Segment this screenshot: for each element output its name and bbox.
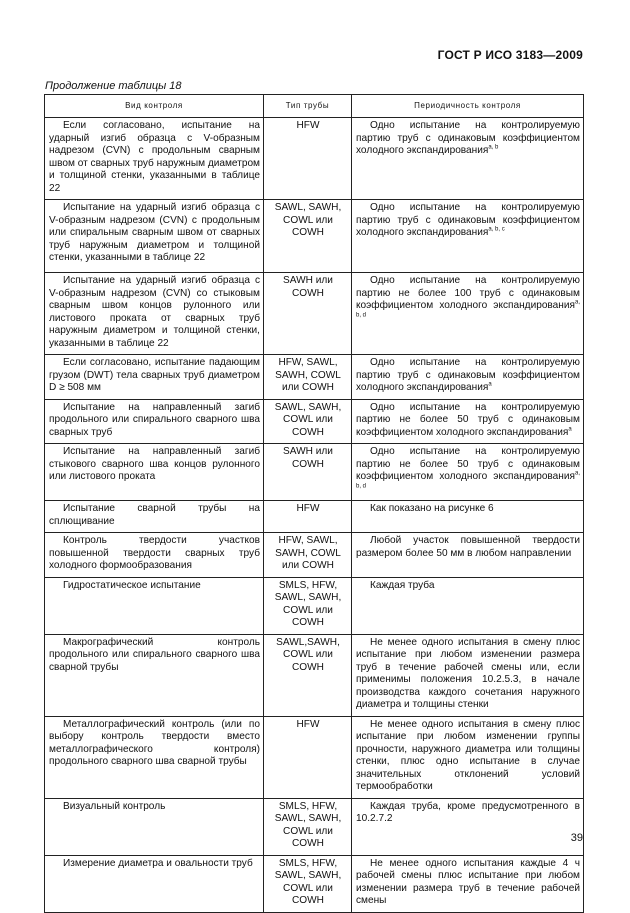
table-header-row xyxy=(45,95,584,118)
table-row xyxy=(45,118,584,200)
footnote-ref: a xyxy=(488,381,492,388)
footnote-ref: a xyxy=(568,426,572,433)
frequency-cell: Каждая труба, кроме предусмотренного в 10.2.7.2 xyxy=(352,798,584,855)
inspection-table xyxy=(44,94,584,913)
test-cell: Если согласовано, испытание падающим грузом (DWT) тела сварных труб диаметром D ≥ 508 мм xyxy=(45,355,264,400)
table-row xyxy=(45,200,584,273)
pipe-type-cell: HFW, SAWL, SAWH, COWL или COWH xyxy=(264,533,352,578)
test-cell: Испытание на ударный изгиб образца с V-образным надрезом (CVN) с продольным или спиральным сварным швом от сварных труб наружным диаметром и толщиной стенки, указанными в таблице 22 xyxy=(45,200,264,273)
pipe-type-cell: HFW xyxy=(264,716,352,798)
frequency-cell: Одно испытание на контролируемую партию не более 50 труб с одинаковым коэффициентом холодного экспандирования$^{a, b, d}$ xyxy=(352,444,584,501)
column-header-frequency: Периодичность контроля xyxy=(352,95,584,118)
table-row xyxy=(45,399,584,444)
document-header: ГОСТ Р ИСО 3183—2009 xyxy=(437,48,583,62)
frequency-cell: Не менее одного испытания каждые 4 ч рабочей смены плюс испытание при любом изменении размера труб в течение рабочей смены xyxy=(352,855,584,912)
frequency-cell: Одно испытание на контролируемую партию не более 50 труб с одинаковым коэффициентом холодного экспандирования$^a$ xyxy=(352,399,584,444)
table-row xyxy=(45,577,584,634)
page-number: 39 xyxy=(570,832,583,844)
pipe-type-cell: SAWL,SAWH, COWL или COWH xyxy=(264,634,352,716)
table-row xyxy=(45,355,584,400)
pipe-type-cell: SAWH или COWH xyxy=(264,444,352,501)
pipe-type-cell: SMLS, HFW, SAWL, SAWH, COWL или COWH xyxy=(264,855,352,912)
table-row xyxy=(45,273,584,355)
test-cell: Испытание на ударный изгиб образца с V-образным надрезом (CVN) со стыковым сварным швом концов рулонного или листового проката от сварных труб наружным диаметром и толщиной стенки, указанными в таблице 22 xyxy=(45,273,264,355)
pipe-type-cell: SAWL, SAWH, COWL или COWH xyxy=(264,200,352,273)
column-header-pipe-type: Тип трубы xyxy=(264,95,352,118)
test-cell: Испытание сварной трубы на сплющивание xyxy=(45,501,264,533)
footnote-ref: a, b, d xyxy=(356,470,580,490)
table-row xyxy=(45,501,584,533)
pipe-type-cell: HFW, SAWL, SAWH, COWL или COWH xyxy=(264,355,352,400)
frequency-cell: Как показано на рисунке 6 xyxy=(352,501,584,533)
test-cell: Измерение диаметра и овальности труб xyxy=(45,855,264,912)
test-cell: Контроль твердости участков повышенной твердости сварных труб холодного формообразования xyxy=(45,533,264,578)
pipe-type-cell: HFW xyxy=(264,118,352,200)
frequency-cell: Одно испытание на контролируемую партию труб с одинаковым коэффициентом холодного экспандирования$^a$ xyxy=(352,355,584,400)
frequency-cell: Не менее одного испытания в смену плюс испытание при любом изменении группы прочности, наружного диаметра или толщины стенки, плюс одно испытание в случае значительных отклонений условий термообработки xyxy=(352,716,584,798)
pipe-type-cell: SMLS, HFW, SAWL, SAWH, COWL или COWH xyxy=(264,577,352,634)
pipe-type-cell: SAWL, SAWH, COWL или COWH xyxy=(264,399,352,444)
footnote-ref: a, b, d xyxy=(356,299,580,319)
frequency-cell: Одно испытание на контролируемую партию не более 100 труб с одинаковым коэффициентом холодного экспандирования$^{a, b, d}$ xyxy=(352,273,584,355)
table-row xyxy=(45,634,584,716)
test-cell: Если согласовано, испытание на ударный изгиб образца с V-образным надрезом (CVN) с продольным сварным швом от сварных труб наружным диаметром и толщиной стенки, указанными в таблице 22 xyxy=(45,118,264,200)
pipe-type-cell: SAWH или COWH xyxy=(264,273,352,355)
frequency-cell: Каждая труба xyxy=(352,577,584,634)
frequency-cell: Любой участок повышенной твердости размером более 50 мм в любом направлении xyxy=(352,533,584,578)
table-row xyxy=(45,855,584,912)
test-cell: Испытание на направленный загиб стыкового сварного шва концов рулонного или листового проката xyxy=(45,444,264,501)
footnote-ref: a, b xyxy=(488,144,499,151)
table-row xyxy=(45,798,584,855)
frequency-cell: Одно испытание на контролируемую партию труб с одинаковым коэффициентом холодного экспандирования$^{a, b}$ xyxy=(352,118,584,200)
test-cell: Металлографический контроль (или по выбору контроль твердости вместо металлографического контроля) продольного сварного шва сварной трубы xyxy=(45,716,264,798)
table-row xyxy=(45,716,584,798)
test-cell: Макрографический контроль продольного или спирального сварного шва сварной трубы xyxy=(45,634,264,716)
table-row xyxy=(45,444,584,501)
table-caption: Продолжение таблицы 18 xyxy=(45,80,182,92)
frequency-cell: Одно испытание на контролируемую партию труб с одинаковым коэффициентом холодного экспандирования$^{a, b, c}$ xyxy=(352,200,584,273)
frequency-cell: Не менее одного испытания в смену плюс испытание при любом изменении размера труб в течение рабочей смены или, если применимы положения 10.2.5.3, в начале производства каждого сочетания наружного диаметра и толщины стенки xyxy=(352,634,584,716)
footnote-ref: a, b, c xyxy=(488,226,505,233)
pipe-type-cell: HFW xyxy=(264,501,352,533)
test-cell: Испытание на направленный загиб продольного или спирального сварного шва сварных труб xyxy=(45,399,264,444)
pipe-type-cell: SMLS, HFW, SAWL, SAWH, COWL или COWH xyxy=(264,798,352,855)
test-cell: Визуальный контроль xyxy=(45,798,264,855)
test-cell: Гидростатическое испытание xyxy=(45,577,264,634)
column-header-test: Вид контроля xyxy=(45,95,264,118)
table-row xyxy=(45,533,584,578)
